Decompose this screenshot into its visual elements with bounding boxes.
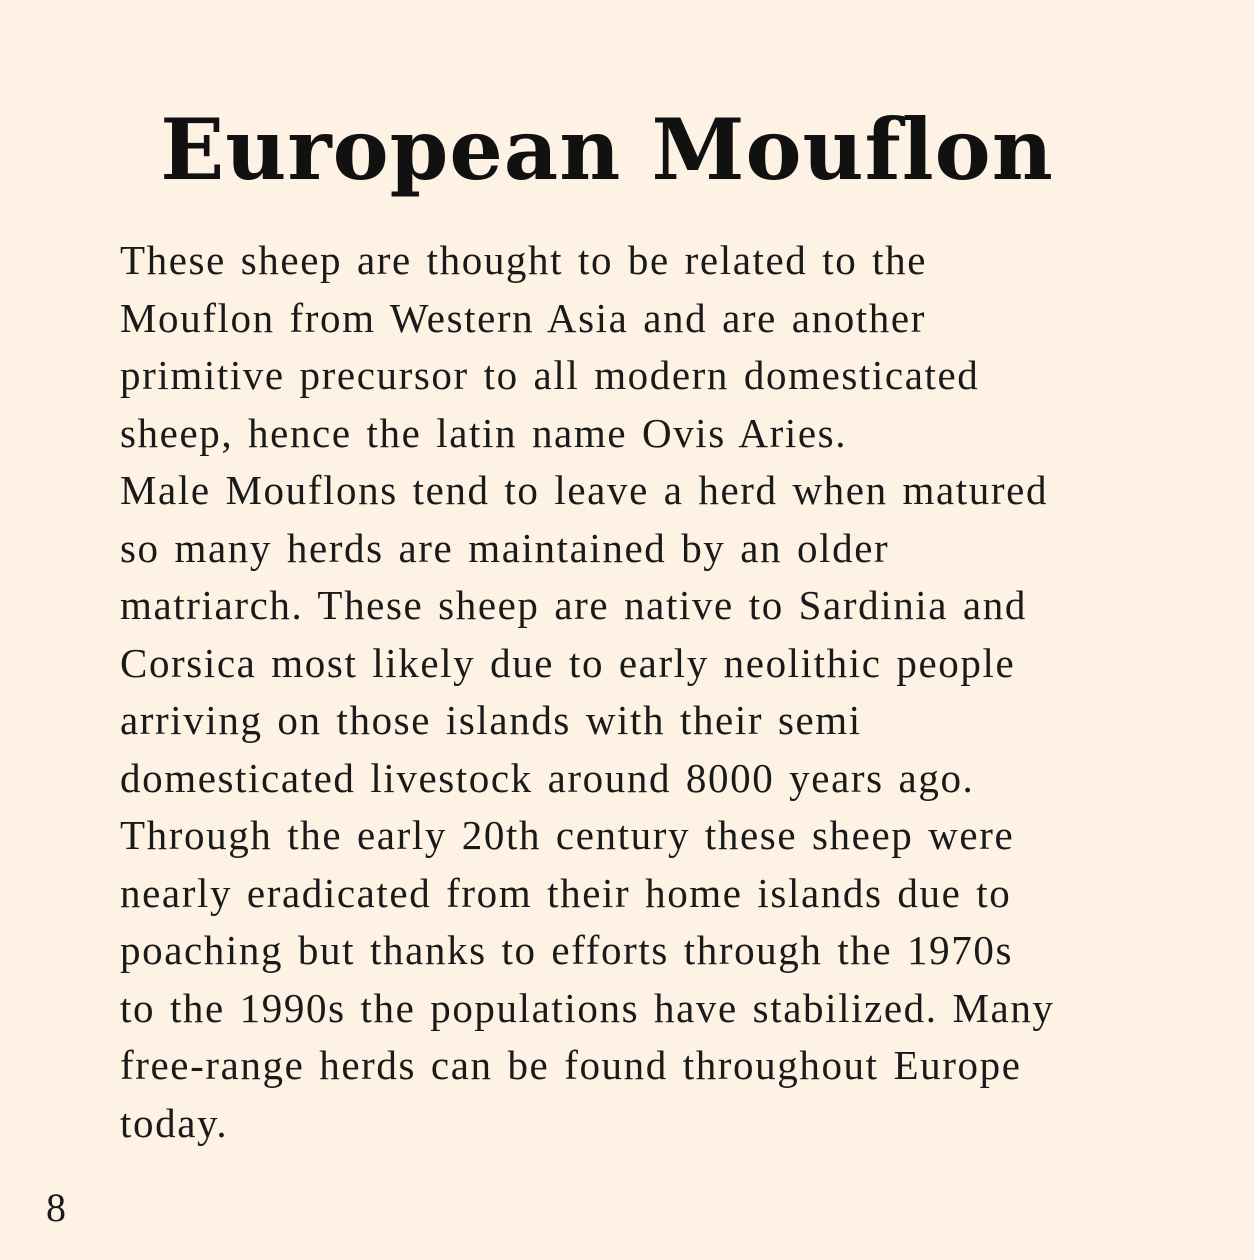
body-line: to the 1990s the populations have stabilized. Many [120, 984, 1055, 1031]
body-line: These sheep are thought to be related to the [120, 237, 928, 283]
body-line: poaching but thanks to efforts through the 1970s [120, 927, 1014, 973]
body-line: Mouflon from Western Asia and are another [120, 294, 926, 341]
body-line: Corsica most likely due to early neolithic people [120, 639, 1016, 686]
body-line: sheep, hence the latin name Ovis Aries. [120, 409, 848, 456]
body-line: Through the early 20th century these sheep were [120, 812, 1015, 858]
page-title: European Mouflon [160, 100, 1054, 199]
body-paragraph [120, 232, 1150, 1152]
body-line: free-range herds can be found throughout Europe [120, 1042, 1022, 1088]
body-line: arriving on those islands with their semi [120, 697, 862, 743]
body-line: so many herds are maintained by an older [120, 524, 890, 571]
body-line: primitive precursor to all modern domesticated [120, 352, 980, 398]
body-line: domesticated livestock around 8000 years ago. [120, 754, 975, 801]
body-line: matriarch. These sheep are native to Sardinia and [120, 582, 1027, 628]
body-line: nearly eradicated from their home islands due to [120, 869, 1012, 916]
page-number: 8 [46, 1185, 66, 1230]
body-line: Male Mouflons tend to leave a herd when matured [120, 467, 1049, 513]
body-line: today. [120, 1099, 229, 1146]
